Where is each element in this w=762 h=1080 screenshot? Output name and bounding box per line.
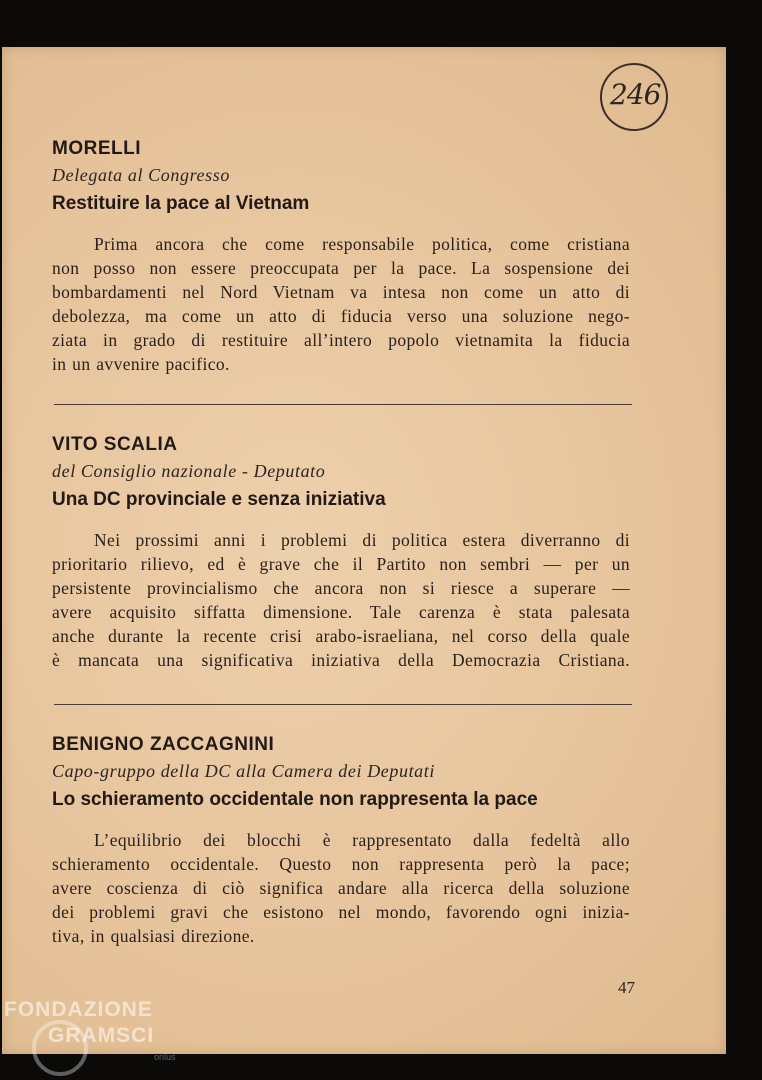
statement-body [52, 528, 630, 672]
body-line: in un avvenire pacifico. [52, 354, 230, 374]
body-line: bombardamenti nel Nord Vietnam va intesa non come un atto di [52, 282, 630, 302]
watermark-line2: GRAMSCI [48, 1024, 155, 1047]
body-line: Nei prossimi anni i problemi di politica estera diverranno di [94, 530, 630, 550]
author-name: VITO SCALIA [52, 434, 178, 455]
body-line: tiva, in qualsiasi direzione. [52, 926, 255, 946]
statement-scalia [52, 434, 652, 672]
author-role: del Consiglio nazionale - Deputato [52, 461, 326, 481]
body-line: anche durante la recente crisi arabo-israeliana, nel corso della quale [52, 626, 630, 646]
body-line: Prima ancora che come responsabile politica, come cristiana [94, 234, 630, 254]
body-line: prioritario rilievo, ed è grave che il Partito non sembri — per un [52, 554, 630, 574]
body-line: è mancata una significativa iniziativa della Democrazia Cristiana. [52, 650, 630, 670]
folio-number: 246 [610, 78, 661, 111]
statement-headline: Restituire la pace al Vietnam [52, 193, 310, 214]
statement-zaccagnini [52, 734, 652, 948]
body-line: non posso non essere preoccupata per la pace. La sospensione dei [52, 258, 630, 278]
statement-headline: Lo schieramento occidentale non rappresenta la pace [52, 789, 538, 810]
statement-morelli [52, 138, 652, 376]
body-line: L’equilibrio dei blocchi è rappresentato dalla fedeltà allo [94, 830, 630, 850]
author-role: Delegata al Congresso [52, 165, 230, 185]
statement-body [52, 232, 630, 376]
author-name: MORELLI [52, 138, 141, 159]
archive-watermark [4, 998, 204, 1078]
page-number: 47 [618, 978, 635, 997]
body-line: ziata in grado di restituire all’intero popolo vietnamita la fiducia [52, 330, 630, 350]
body-line: debolezza, ma come un atto di fiducia verso una soluzione nego- [52, 306, 630, 326]
watermark-line1: FONDAZIONE [4, 998, 153, 1021]
author-name: BENIGNO ZACCAGNINI [52, 734, 275, 755]
body-line: dei problemi gravi che esistono nel mondo, favorendo ogni inizia- [52, 902, 630, 922]
body-line: avere acquisito siffatta dimensione. Tale carenza è stata palesata [52, 602, 630, 622]
statement-body [52, 828, 630, 948]
statement-headline: Una DC provinciale e senza iniziativa [52, 489, 386, 510]
body-line: persistente provincialismo che ancora non si riesce a superare — [52, 578, 630, 598]
author-role: Capo-gruppo della DC alla Camera dei Deputati [52, 761, 435, 781]
body-line: schieramento occidentale. Questo non rappresenta però la pace; [52, 854, 630, 874]
body-line: avere coscienza di ciò significa andare alla ricerca della soluzione [52, 878, 630, 898]
section-divider [54, 404, 632, 405]
section-divider [54, 704, 632, 705]
watermark-line3: onlus [154, 1052, 176, 1062]
